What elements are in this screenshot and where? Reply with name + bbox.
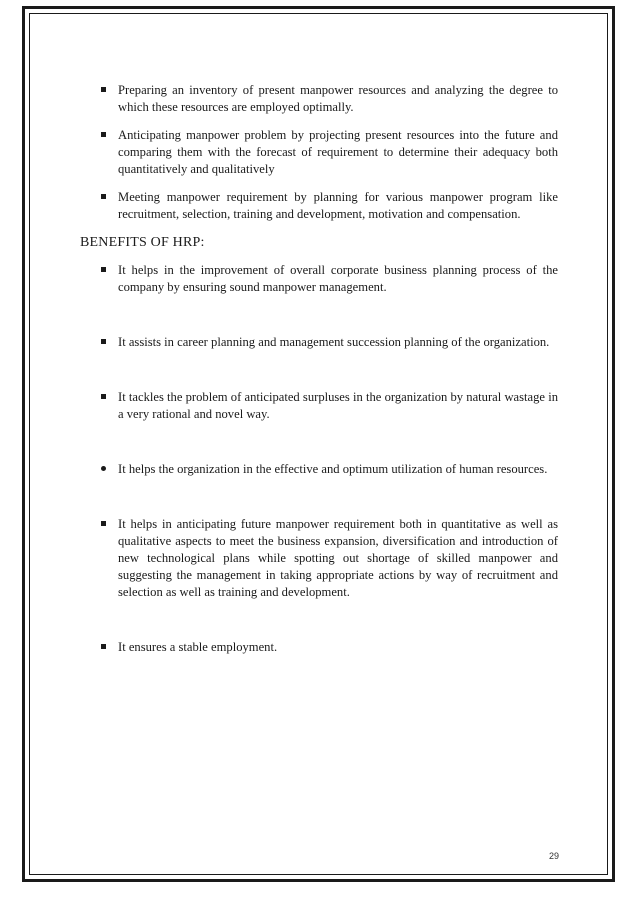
list-item — [80, 389, 558, 423]
list-item — [80, 82, 558, 116]
square-bullet-icon — [98, 516, 108, 533]
list-item-text: Preparing an inventory of present manpower resources and analyzing the degree to which these resources are employed optimally. — [118, 83, 558, 114]
square-bullet-icon — [98, 334, 108, 351]
list-item-text: It helps in the improvement of overall corporate business planning process of the company by ensuring sound manpower management. — [118, 263, 558, 294]
list-item-text: It tackles the problem of anticipated surpluses in the organization by natural wastage in a very rational and novel way. — [118, 390, 558, 421]
square-bullet-icon — [98, 189, 108, 206]
list-item — [80, 127, 558, 178]
list-item — [80, 639, 558, 656]
square-bullet-icon — [98, 389, 108, 406]
list-item-text: It helps in anticipating future manpower requirement both in quantitative as well as qualitative aspects to meet the business expansion, diversification and introduction of new technological plans while spotting out shortage of skilled manpower and suggesting the management in taking appropriate actions by way of recruitment and selection as well as training and development. — [118, 517, 558, 599]
document-body — [80, 82, 558, 656]
benefits-heading: BENEFITS OF HRP: — [80, 235, 205, 250]
list-item-text: It ensures a stable employment. — [118, 640, 278, 654]
list-item — [80, 461, 558, 478]
square-bullet-icon — [98, 639, 108, 656]
list-item — [80, 189, 558, 223]
list-item — [80, 334, 558, 351]
page-number: 29 — [548, 851, 559, 861]
list-item-text: Anticipating manpower problem by projecting present resources into the future and comparing them with the forecast of requirement to determine their adequacy both quantitatively and qualitatively — [118, 128, 558, 176]
benefits-bullet-list — [80, 262, 558, 656]
list-item — [80, 262, 558, 296]
intro-bullet-list — [80, 82, 558, 223]
list-item — [80, 516, 558, 601]
list-item-text: It assists in career planning and management succession planning of the organization. — [118, 335, 550, 349]
square-bullet-icon — [98, 82, 108, 99]
list-item-text: It helps the organization in the effective and optimum utilization of human resources. — [118, 462, 548, 476]
square-bullet-icon — [98, 262, 108, 279]
round-bullet-icon — [98, 461, 108, 478]
square-bullet-icon — [98, 127, 108, 144]
list-item-text: Meeting manpower requirement by planning for various manpower program like recruitment, selection, training and development, motivation and compensation. — [118, 190, 558, 221]
